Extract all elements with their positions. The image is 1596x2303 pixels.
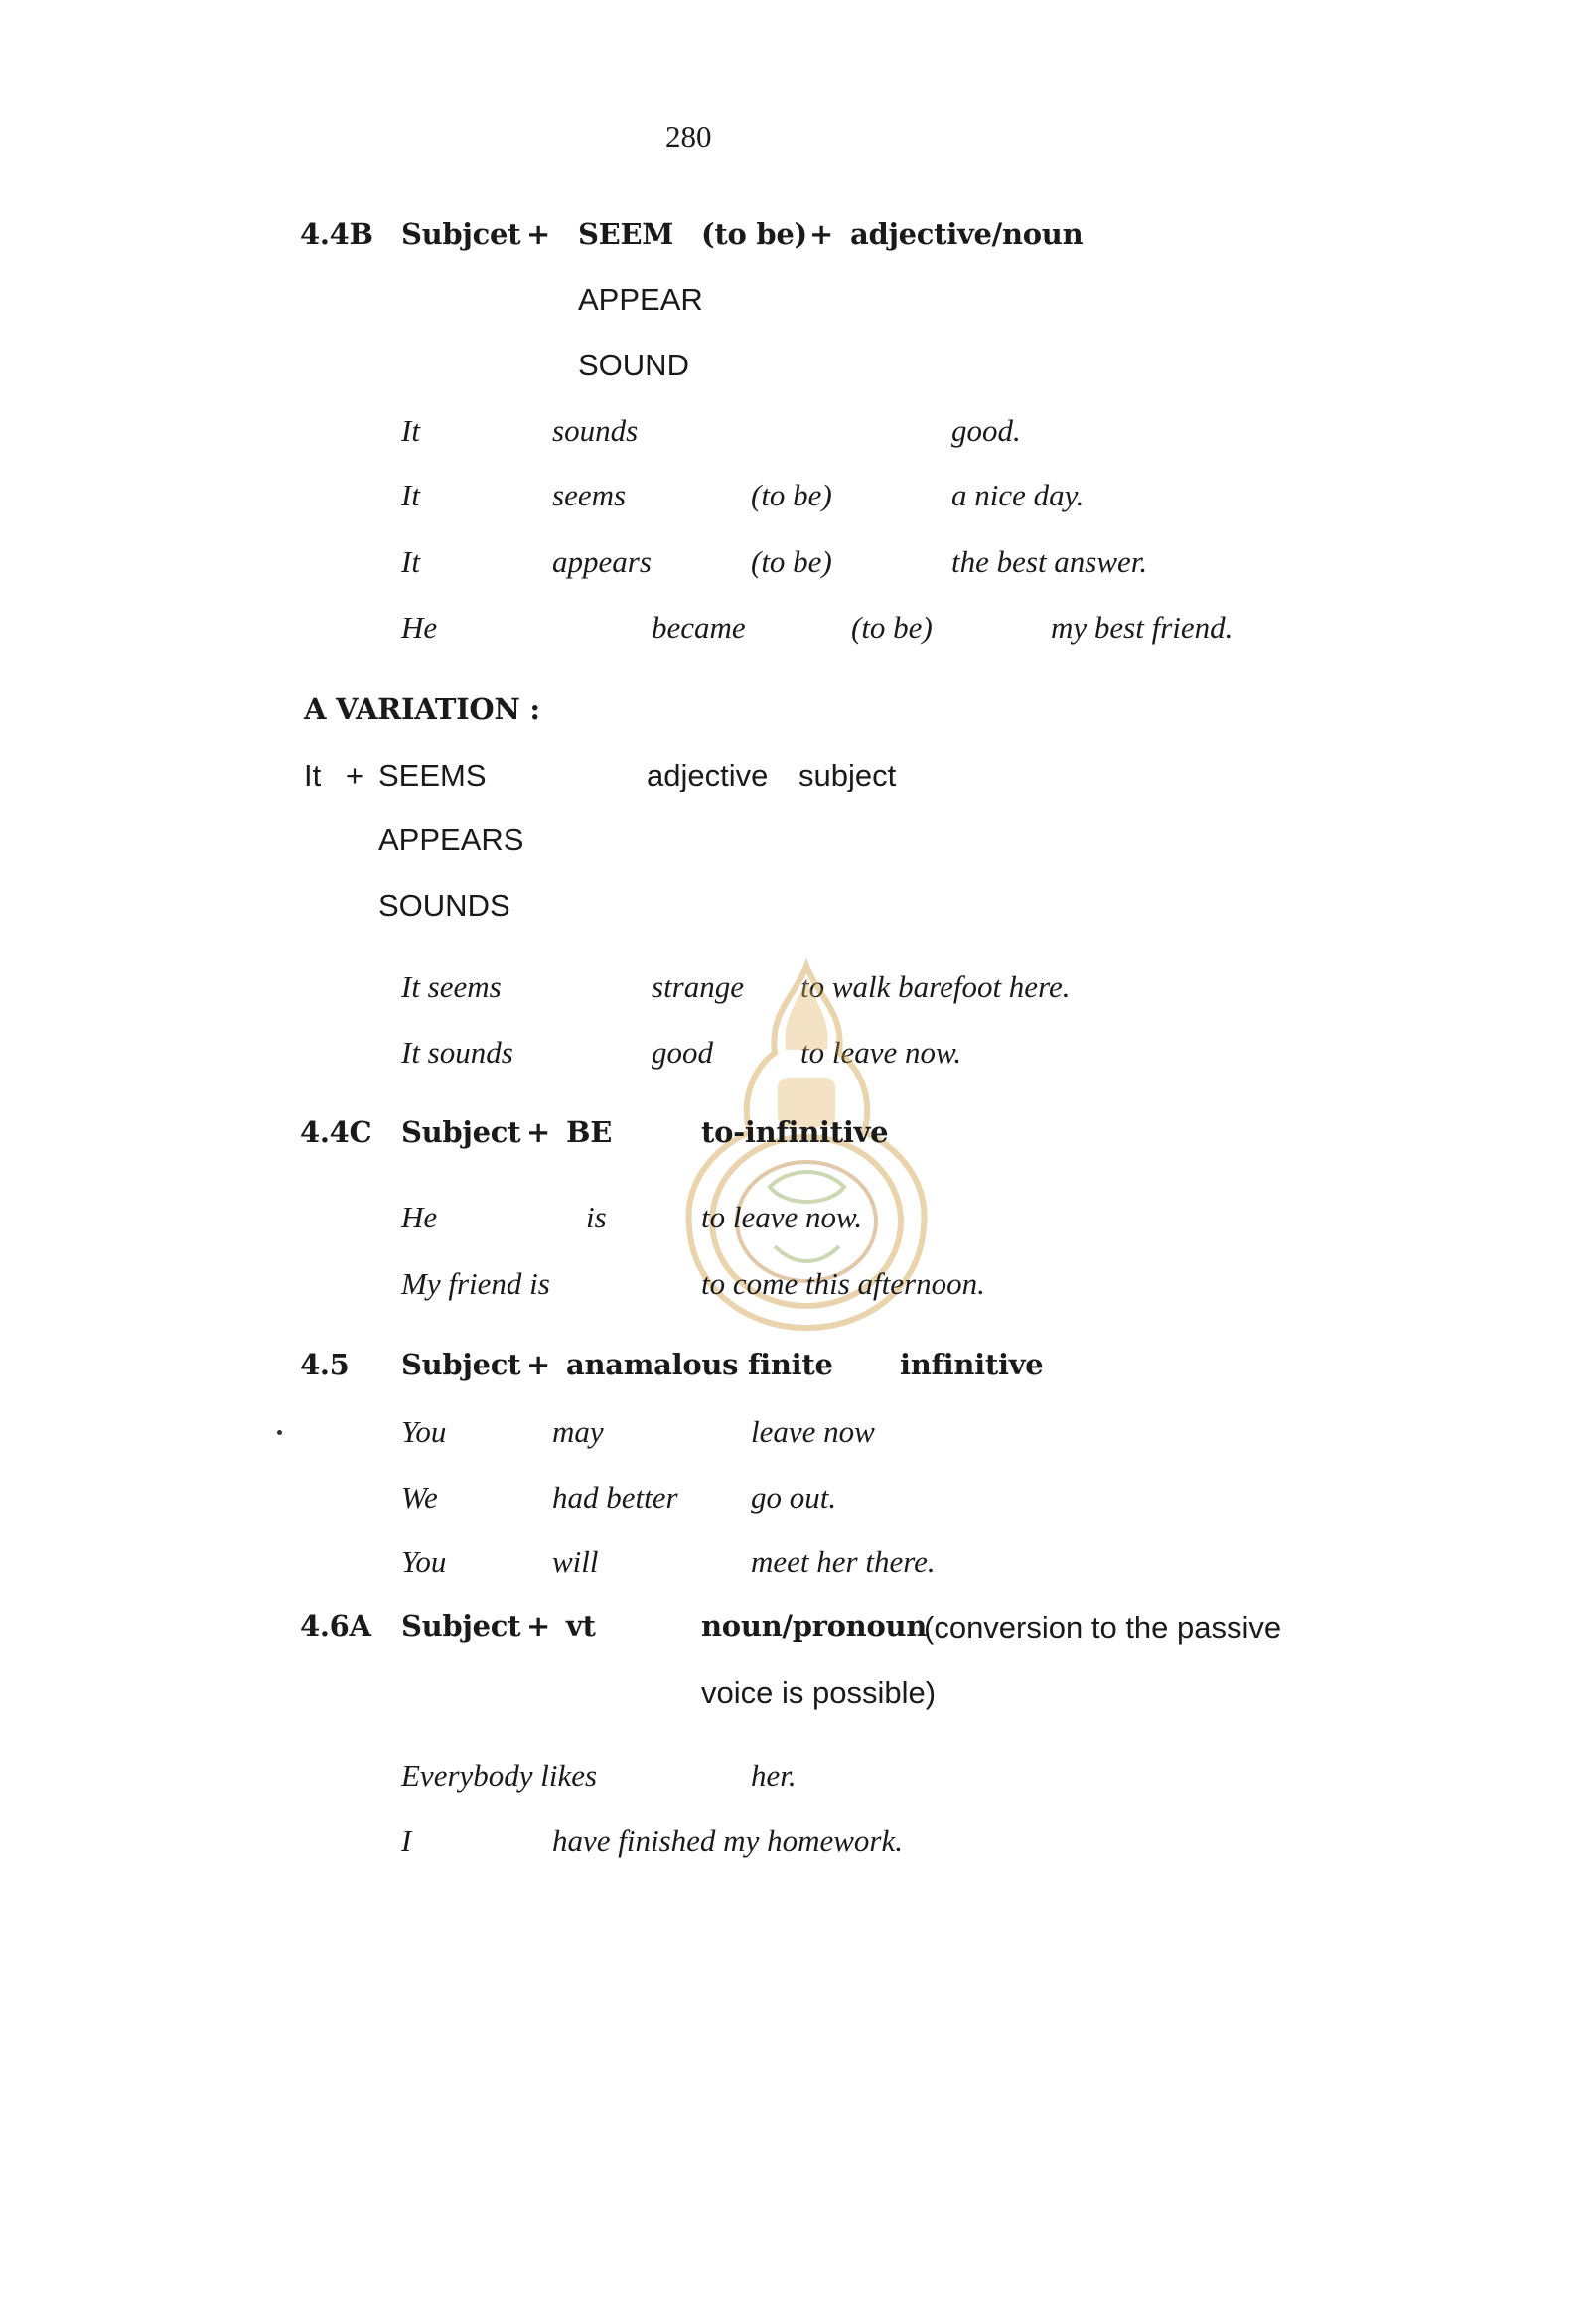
pattern-plus: +: [526, 217, 550, 251]
variation-verb-appears: APPEARS: [378, 822, 524, 857]
pattern-verb-seem: SEEM: [578, 217, 674, 251]
example-complement: good.: [951, 413, 1021, 448]
pattern-verb-be: BE: [566, 1115, 613, 1149]
variation-verb-sounds: SOUNDS: [378, 888, 510, 923]
example-subject-verb: My friend is: [401, 1266, 550, 1301]
example-object: her.: [751, 1758, 797, 1793]
section-number-4-6a: 4.6A: [300, 1609, 371, 1643]
example-verb: seems: [552, 478, 627, 512]
example-verb: appears: [552, 544, 652, 579]
example-subject: You: [401, 1414, 447, 1449]
example-infinitive-subject: to walk barefoot here.: [800, 969, 1071, 1004]
example-adjective: good: [652, 1035, 713, 1070]
pattern-subject: Subject: [401, 1348, 521, 1381]
example-to-be: (to be): [751, 478, 832, 512]
example-verb: sounds: [552, 413, 639, 448]
pattern-to-be: (to be): [701, 217, 807, 251]
page-number: 280: [665, 119, 712, 154]
example-infinitive: meet her there.: [751, 1544, 936, 1579]
example-modal: had better: [552, 1480, 678, 1514]
example-infinitive: go out.: [751, 1480, 837, 1514]
example-complement: the best answer.: [951, 544, 1148, 579]
pattern-anomalous-finite: anamalous finite: [566, 1348, 833, 1381]
example-subject: It: [401, 413, 420, 448]
example-verb: became: [652, 610, 746, 645]
pattern-subject: Subjcet: [401, 217, 521, 251]
example-subject-verb: Everybody likes: [401, 1758, 598, 1793]
example-subject: He: [401, 1200, 438, 1234]
example-verb: is: [586, 1200, 607, 1234]
example-infinitive: to leave now.: [701, 1200, 863, 1234]
variation-verb-seems: SEEMS: [378, 758, 487, 792]
example-subject: You: [401, 1544, 447, 1579]
verb-alternative-sound: SOUND: [578, 348, 689, 382]
pattern-noun-pronoun: noun/pronoun: [701, 1609, 928, 1643]
variation-adjective: adjective: [647, 758, 769, 792]
example-complement: a nice day.: [951, 478, 1085, 512]
pattern-infinitive: infinitive: [900, 1348, 1044, 1381]
example-infinitive: to come this afternoon.: [701, 1266, 985, 1301]
pattern-plus: +: [526, 1609, 550, 1643]
section-number-4-4b: 4.4B: [300, 217, 373, 251]
example-subject: It: [401, 544, 420, 579]
example-adjective: strange: [652, 969, 744, 1004]
pattern-plus: +: [526, 1348, 550, 1381]
variation-plus: +: [346, 758, 364, 792]
pattern-verb-vt: vt: [566, 1609, 596, 1643]
example-modal: may: [552, 1414, 604, 1449]
pattern-plus: +: [809, 217, 833, 251]
pattern-note: voice is possible): [701, 1675, 937, 1710]
example-complement: my best friend.: [1051, 610, 1233, 645]
example-to-be: (to be): [851, 610, 933, 645]
example-subject: We: [401, 1480, 438, 1514]
example-subject-verb: It seems: [401, 969, 502, 1004]
pattern-complement: adjective/noun: [850, 217, 1084, 251]
pattern-subject: Subject: [401, 1115, 521, 1149]
variation-it: It: [304, 758, 322, 792]
stray-mark: [277, 1430, 282, 1435]
example-predicate: have finished my homework.: [552, 1823, 903, 1858]
example-subject: It: [401, 478, 420, 512]
example-infinitive: leave now: [751, 1414, 875, 1449]
example-modal: will: [552, 1544, 599, 1579]
example-subject: He: [401, 610, 438, 645]
pattern-note: (conversion to the passive: [924, 1610, 1282, 1645]
example-subject-verb: It sounds: [401, 1035, 513, 1070]
pattern-plus: +: [526, 1115, 550, 1149]
section-number-4-4c: 4.4C: [300, 1115, 372, 1149]
pattern-to-infinitive: to-infinitive: [701, 1115, 889, 1149]
example-to-be: (to be): [751, 544, 832, 579]
example-infinitive-subject: to leave now.: [800, 1035, 962, 1070]
example-subject: I: [401, 1823, 412, 1858]
section-number-4-5: 4.5: [300, 1348, 350, 1381]
variation-subject: subject: [798, 758, 897, 792]
verb-alternative-appear: APPEAR: [578, 282, 703, 317]
pattern-subject: Subject: [401, 1609, 521, 1643]
variation-heading: A VARIATION :: [304, 692, 540, 726]
